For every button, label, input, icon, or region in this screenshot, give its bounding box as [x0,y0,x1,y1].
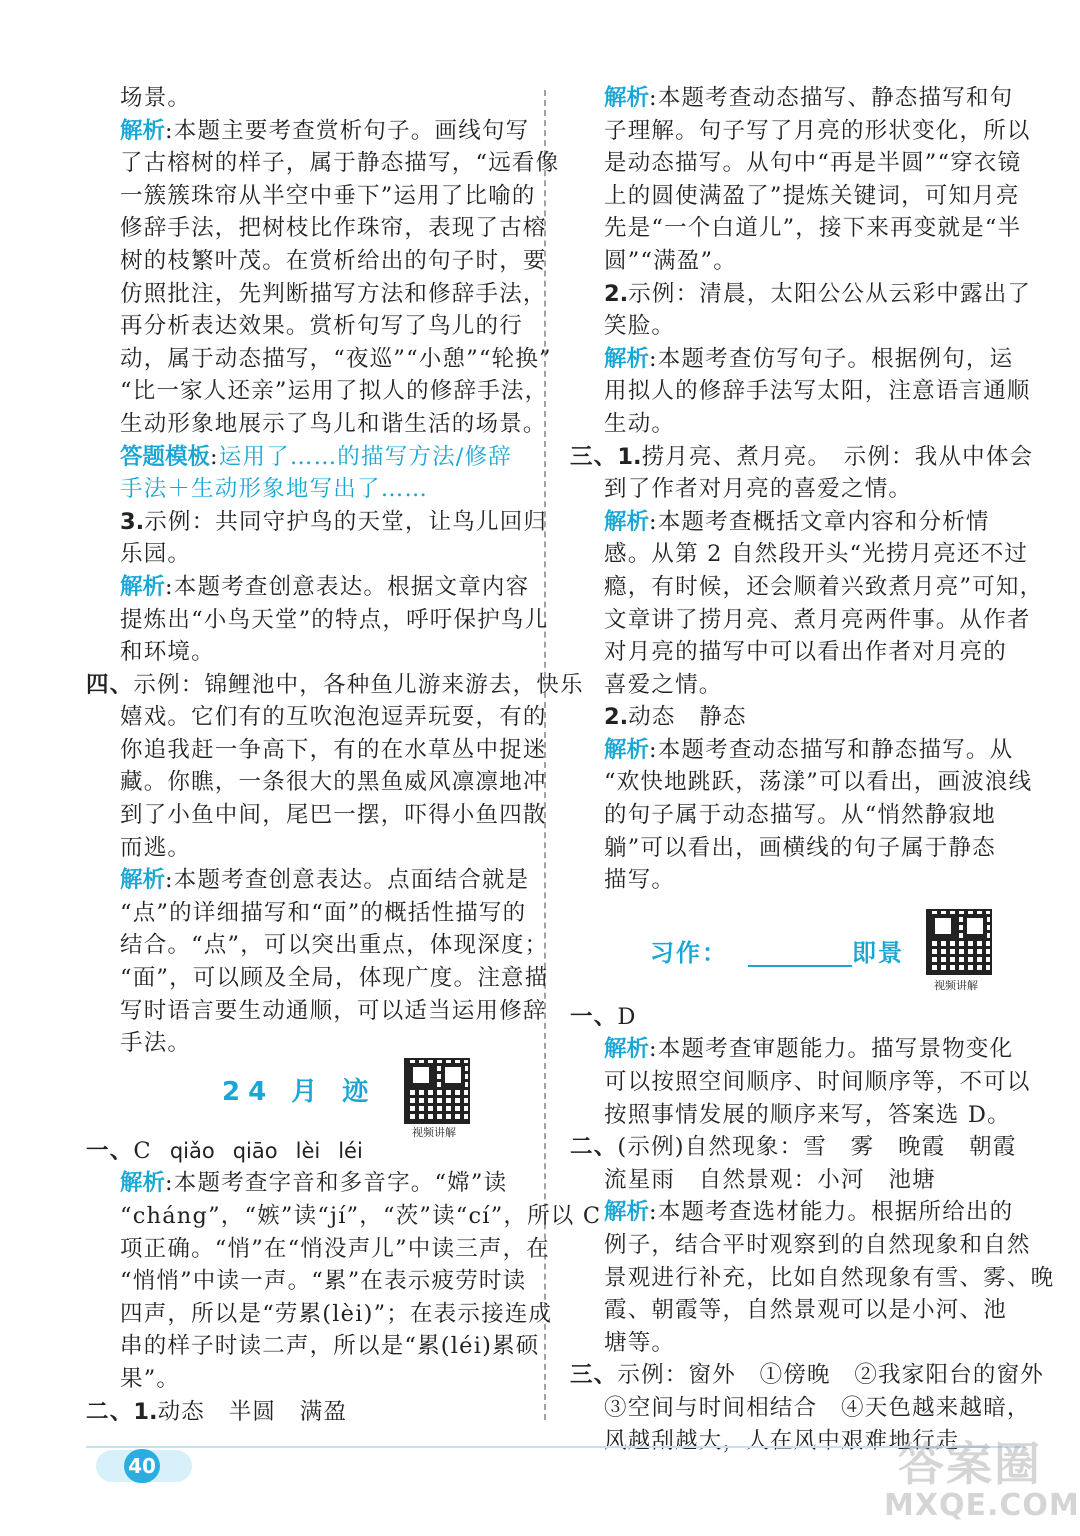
text-line: 流星雨 自然景观：小河 池塘 [604,1166,936,1193]
analysis-line: 解析:本题考查创意表达。根据文章内容 [120,573,530,600]
text-line: 是动态描写。从句中“再是半圆”“穿衣镜 [604,150,1022,177]
text-line: “cháng”，“嫉”读“jí”，“茨”读“cí”，所以 C [120,1203,602,1229]
text-line: 霞、朝霞等，自然景观可以是小河、池 [604,1297,1007,1324]
text-line: 和环境。 [120,639,215,666]
text-line: 四声，所以是“劳累(lèi)”；在表示接连成 [120,1300,553,1327]
watermark-url: MXQE.COM [884,1488,1080,1523]
text-line: ③空间与时间相结合 ④天色越来越暗， [604,1394,1031,1421]
text-line: “点”的详细描写和“面”的概括性描写的 [120,899,527,926]
text-line: 藏。你瞧，一条很大的黑鱼威风凛凛地冲 [120,769,547,796]
text-line: “欢快地跳跃，荡漾”可以看出，画波浪线 [604,769,1033,796]
qr-code-icon[interactable] [926,909,992,975]
text-line: 塘等。 [604,1329,676,1356]
text-line: 先是“一个白道儿”，接下来再变就是“半 [604,215,1022,242]
analysis-tag: 解析 [120,117,166,144]
text-line: 按照事情发展的顺序来写，答案选 D。 [604,1101,1011,1128]
answer-line: 3.示例：共同守护鸟的天堂，让鸟儿回归 [120,508,548,535]
text-line: 果”。 [120,1365,181,1392]
question-one-line: 一、C qiǎo qiāo lèi léi [86,1137,363,1164]
text-line: 而逃。 [120,834,192,861]
analysis-line: 解析:本题考查字音和多音字。“嫦”读 [120,1170,508,1197]
text-line: 生动。 [604,410,676,437]
answer-line: 乐园。 [120,541,192,568]
analysis-line: 解析:本题考查创意表达。点面结合就是 [120,867,530,894]
lesson-header [86,1060,526,1139]
text-line: 喜爱之情。 [604,671,723,698]
question-two-line: 二、1.动态 半圆 满盈 [86,1398,348,1425]
text-line: 可以按照空间顺序、时间顺序等，不可以 [604,1069,1031,1096]
section-three-line: 三、1.捞月亮、煮月亮。 示例：我从中体会 [570,443,1034,470]
text-line: 景观进行补充，比如自然现象有雪、雾、晚 [604,1264,1055,1291]
right-column [570,82,1055,1457]
text-line: 用拟人的修辞手法写太阳，注意语言通顺 [604,378,1031,405]
watermark-logo [878,1424,1080,1528]
section-four-line: 四、示例：锦鲤池中，各种鱼儿游来游去，快乐 [86,671,584,698]
text-line: 生动形象地展示了鸟儿和谐生活的场景。 [120,410,547,437]
left-column [86,82,602,1428]
lesson-title: 24 月 迹 [222,1076,377,1107]
text-line: 修辞手法，把树枝比作珠帘，表现了古榕 [120,215,547,242]
watermark-text: 答案圈 [898,1437,1042,1491]
text-line: 到了小鱼中间，尾巴一摆，吓得小鱼四散 [120,802,547,829]
text-line: 上的圆使满盈了”提炼关键词，可知月亮 [604,182,1020,209]
text-line: 一簇簇珠帘从半空中垂下”运用了比喻的 [120,182,536,209]
answer-line: 笑脸。 [604,313,676,340]
page-number: 40 [124,1449,160,1483]
text-line: 描写。 [604,867,676,894]
text-line: 你追我赶一争高下，有的在水草丛中捉迷 [120,736,547,763]
template-line: 手法＋生动形象地写出了…… [120,476,429,503]
text-line: 例子，结合平时观察到的自然现象和自然 [604,1232,1031,1258]
text-line: 手法。 [120,1030,192,1057]
analysis-line: 解析:本题考查审题能力。描写景物变化 [604,1036,1014,1063]
text-line: 圆”“满盈”。 [604,247,737,274]
qr-code-icon[interactable] [404,1058,470,1124]
text-line: 了古榕树的样子，属于静态描写，“远看像 [120,150,560,177]
video-caption: 视频讲解 [934,978,978,992]
title-blank [748,965,852,967]
template-line: 答题模板:运用了……的描写方法/修辞 [120,443,512,470]
text-line: 嬉戏。它们有的互吹泡泡逗弄玩耍，有的 [120,704,547,731]
analysis-line: 解析:本题主要考查赏析句子。画线句写 [120,117,530,144]
text-line: 风越刮越大，人在风中艰难地行走 [604,1427,960,1454]
text-line: 提炼出“小鸟天堂”的特点，呼吁保护鸟儿 [120,606,549,633]
analysis-line: 解析:本题考查动态描写和静态描写。从 [604,736,1014,763]
text-line: 再分析表达效果。赏析句写了鸟儿的行 [120,313,523,340]
text-line: 场景。 [120,85,192,111]
analysis-line: 解析:本题考查概括文章内容和分析情 [604,508,990,535]
text-line: 躺”可以看出，画横线的句子属于静态 [604,834,996,861]
text-line: 感。从第 2 自然段开头“光捞月亮还不过 [604,541,1029,568]
text-line: 串的样子时读二声，所以是“累(léi)累硕 [120,1333,540,1360]
text-line: 对月亮的描写中可以看出作者对月亮的 [604,639,1007,666]
section-marker: 四、 [86,671,134,698]
text-line: 树的枝繁叶茂。在赏析给出的句子时，要 [120,247,547,274]
question-two-line: 二、(示例)自然现象：雪 雾 晚霞 朝霞 [570,1134,1017,1161]
template-tag: 答题模板 [120,443,211,470]
text-line: “比一家人还亲”运用了拟人的修辞手法， [120,378,549,405]
text-line: 的句子属于动态描写。从“悄然静寂地 [604,802,996,829]
text-line: 到了作者对月亮的喜爱之情。 [604,476,913,503]
text-line: 动，属于动态描写，“夜巡”“小憩”“轮换” [120,345,552,372]
text-line: “面”，可以顾及全局，体现广度。注意描 [120,965,549,992]
text-line: 结合。“点”，可以突出重点，体现深度； [120,932,549,959]
text-line: 瘾，有时候，还会顺着兴致煮月亮”可知， [604,573,1044,600]
question-three-line: 三、示例：窗外 ①傍晚 ②我家阳台的窗外 [570,1362,1045,1389]
analysis-line: 解析:本题考查动态描写、静态描写和句 [604,85,1014,111]
text-line: 子理解。句子写了月亮的形状变化，所以 [604,117,1031,144]
answer-line: 2.示例：清晨，太阳公公从云彩中露出了 [604,280,1032,307]
video-caption: 视频讲解 [412,1125,456,1139]
question-one-line: 一、D [570,1003,637,1030]
text-line: 仿照批注，先判断描写方法和修辞手法， [120,280,547,307]
text-line: 项正确。“悄”在“悄没声儿”中读三声，在 [120,1235,551,1262]
composition-title-tail: 即景 [852,938,904,967]
answer-line: 2.动态 静态 [604,704,747,731]
text-line: 写时语言要生动通顺，可以适当运用修辞 [120,997,547,1024]
composition-title: 习作： [650,938,728,967]
analysis-line: 解析:本题考查选材能力。根据所给出的 [604,1199,1014,1226]
text-line: “悄悄”中读一声。“累”在表示疲劳时读 [120,1268,527,1295]
composition-header [570,909,1010,1001]
text-line: 文章讲了捞月亮、煮月亮两件事。从作者 [604,606,1031,633]
analysis-line: 解析:本题考查仿写句子。根据例句，运 [604,345,1014,372]
